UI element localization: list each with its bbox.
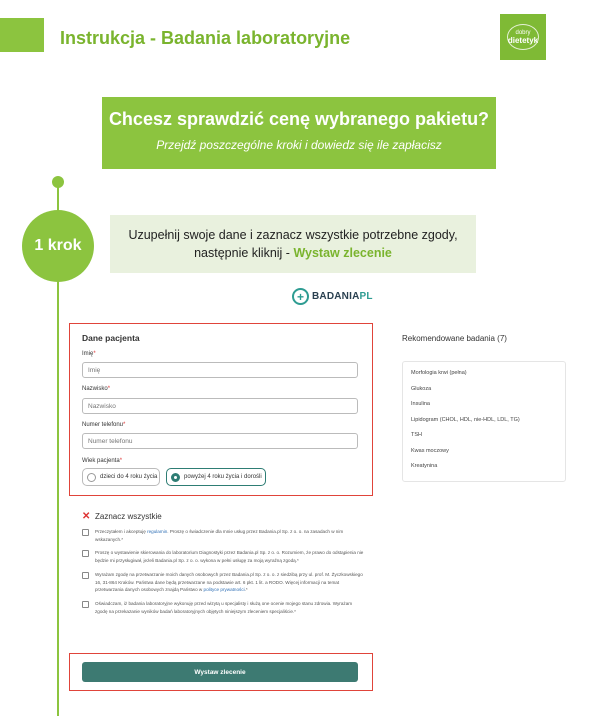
list-item: Kwas moczowy: [411, 447, 449, 454]
brand-name-part1: BADANIA: [312, 291, 360, 302]
age-option-adult[interactable]: [166, 468, 266, 486]
consent-specialist: [82, 600, 364, 615]
x-check-icon: ✕: [82, 510, 91, 522]
list-item: Insulina: [411, 401, 430, 407]
recommended-tests-title: Rekomendowane badania (7): [402, 334, 507, 343]
consent-gdpr: [82, 571, 364, 594]
step-instruction: [110, 215, 476, 273]
last-name-label-text: Nazwisko: [82, 386, 108, 392]
consent-terms: [82, 528, 364, 543]
last-name-input[interactable]: [82, 398, 358, 414]
list-item: Kreatynina: [411, 463, 438, 469]
recommended-tests-list: [402, 361, 566, 482]
list-item: Glukoza: [411, 385, 432, 392]
required-mark: *: [119, 458, 123, 464]
first-name-label: [82, 351, 96, 357]
consent-terms-checkbox[interactable]: [82, 529, 89, 536]
brand-name: [312, 291, 373, 302]
first-name-label-text: Imię: [82, 351, 94, 357]
badania-pl-logo: [292, 288, 373, 305]
required-mark: *: [93, 351, 96, 357]
phone-label-text: Numer telefonu: [82, 422, 124, 428]
submit-order-button[interactable]: Wystaw zlecenie: [82, 662, 358, 682]
consent-terms-text: [95, 528, 364, 543]
list-item: Lipidogram (CHOL, HDL, nie-HDL, LDL, TG): [411, 416, 520, 423]
consent-referral-checkbox[interactable]: [82, 550, 89, 557]
phone-label: [82, 422, 125, 428]
consent-referral: [82, 549, 364, 564]
logo-line2: dietetyk: [507, 35, 539, 45]
consent-gdpr-text: [95, 571, 364, 594]
age-option-child-label: dzieci do 4 roku życia: [100, 474, 158, 480]
dobry-dietetyk-logo: [500, 14, 546, 60]
first-name-input[interactable]: [82, 362, 358, 378]
radio-selected-icon: [171, 473, 180, 482]
brand-name-part2: PL: [359, 291, 373, 302]
step-badge: 1 krok: [22, 210, 94, 282]
age-option-adult-label: powyżej 4 roku życia i dorośli: [184, 474, 262, 480]
radio-circle-icon: [87, 473, 96, 482]
privacy-policy-link[interactable]: polityce prywatności: [203, 587, 245, 592]
medical-cross-icon: +: [292, 288, 309, 305]
phone-input[interactable]: [82, 433, 358, 449]
consent-gdpr-checkbox[interactable]: [82, 572, 89, 579]
consent-specialist-text: Oświadczam, iż badania laboratoryjne wykonuję przed wizytą u specjalisty i służą one ocenie mojego stanu zdrowia. Wyrażam zgodę na przekazanie wyników badań laboratoryjnych objętych niniejszym zleceniem specjaliście.*: [95, 601, 353, 614]
patient-section-title: Dane pacjenta: [82, 333, 140, 343]
logo-ring: [507, 24, 539, 50]
select-all-label: Zaznacz wszystkie: [95, 512, 162, 521]
list-item: TSH: [411, 432, 422, 438]
required-mark: *: [107, 386, 111, 392]
hero-subtitle: Przejdź poszczególne kroki i dowiedz się ile zapłacisz: [156, 138, 442, 152]
required-mark: *: [123, 422, 126, 428]
terms-link[interactable]: regulamin: [147, 529, 168, 534]
select-all-consents[interactable]: [82, 512, 162, 521]
consent-specialist-checkbox[interactable]: [82, 601, 89, 608]
consent-text-after: . Proszę o świadczenie dla mnie usług przez Badania.pl Sp. z o. o. na zasadach w nim wskazanych.*: [95, 529, 344, 542]
hero-title: Chcesz sprawdzić cenę wybranego pakietu?: [108, 109, 490, 129]
age-label: [82, 458, 122, 464]
consent-text: Przeczytałem i akceptuję: [95, 529, 148, 534]
age-option-child[interactable]: [82, 468, 160, 486]
step-instruction-text: następnie kliknij -: [194, 246, 294, 260]
age-label-text: Wiek pacjenta: [82, 458, 120, 464]
page-title: Instrukcja - Badania laboratoryjne: [60, 28, 351, 48]
consent-text-after: .*: [244, 587, 248, 592]
step-instruction-line1: Uzupełnij swoje dane i zaznacz wszystkie potrzebne zgody,: [128, 228, 458, 242]
consent-text: Wyrażam zgodę na przetwarzanie moich danych osobowych przez Badania.pl Sp. z o. o. z siedzibą przy ul. prof. M. Życzkowskiego 16, 31-864 Kraków. Państwa dane będą przetwarzane na podstawie art. 6 pkt. 1 lit. a RODO. Więcej informacji na temat przetwarzania danych osobowych znajdą Państwo w: [95, 572, 363, 592]
last-name-label: [82, 386, 110, 392]
timeline-dot: [52, 176, 64, 188]
list-item: Morfologia krwi (pełna): [411, 370, 467, 376]
consent-referral-text: Proszę o wystawienie skierowania do laboratorium Diagnostyki przez Badania.pl Sp. z o. o. Rozumiem, że prawo do odstąpienia nie będzie mi przysługiwał, jeżeli Badania.pl Sp. z o. o. wykona w pełni usługę za moją wyraźną zgodą.*: [95, 550, 364, 563]
step-instruction-highlight: Wystaw zlecenie: [293, 246, 392, 260]
hero-banner: [102, 97, 496, 169]
logo-line1: dobry: [515, 29, 531, 36]
step-instruction-line2: [110, 244, 476, 262]
header-accent-bar: [0, 18, 44, 52]
